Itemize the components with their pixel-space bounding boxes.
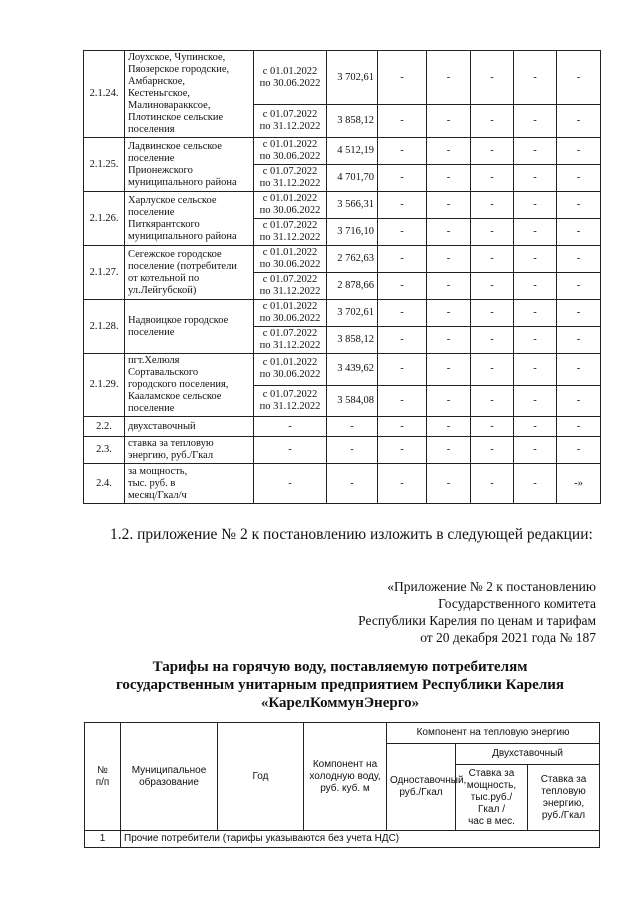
period-to: по 31.12.2022 [259,400,321,412]
period-from: с 01.07.2022 [262,220,318,231]
period-to: по 30.06.2022 [259,259,321,270]
empty-value: - [557,105,601,138]
tariff-value: 3 858,12 [327,105,378,138]
table-row [84,246,601,273]
cell-line: поселения [128,124,175,135]
empty-value: - [427,327,471,354]
empty-value: - [378,219,427,246]
period-to: по 31.12.2022 [259,286,321,297]
document-title [84,658,596,712]
period-cell [254,246,327,273]
cell-line: за мощность, [128,465,188,477]
empty-value: - [557,138,601,165]
table-row [84,138,601,165]
empty-value: - [254,417,327,437]
empty-value: - [378,354,427,386]
period-cell [254,327,327,354]
cell-line: ставка за тепловую [128,438,214,449]
tariff-value: 4 512,19 [327,138,378,165]
cell-line: Прионежского [128,164,193,176]
empty-value: - [427,51,471,105]
appendix-line: «Приложение № 2 к постановлению [387,579,596,594]
empty-value: - [514,464,557,504]
cell-line: Пяозерское городские, [128,64,230,75]
empty-value: - [471,105,514,138]
cell-line: двухставочный [128,420,196,432]
empty-value: - [471,51,514,105]
period-cell [254,385,327,417]
empty-value: - [514,138,557,165]
appendix-line: от 20 декабря 2021 года № 187 [420,630,596,645]
cell-line: Малиноваракксое, [128,100,211,111]
period-from: с 01.01.2022 [262,193,318,204]
cell-line: тыс. руб. в [128,477,176,489]
row-number: 2.1.29. [84,354,125,417]
empty-value: - [427,437,471,464]
period-from: с 01.07.2022 [262,388,318,400]
empty-value: - [557,273,601,300]
table-row [84,300,601,327]
period-cell [254,219,327,246]
cell-line: Амбарнское, [128,76,185,87]
cell-line: пгт.Хелюля [128,355,180,366]
hot-water-tariff-table [84,722,600,848]
empty-value: - [427,192,471,219]
period-to: по 31.12.2022 [259,232,321,243]
cell-line: муниципального района [128,230,237,242]
period-from: с 01.01.2022 [262,247,318,258]
empty-value: -» [557,464,601,504]
empty-value: - [514,300,557,327]
empty-value: - [427,354,471,386]
period-to: по 30.06.2022 [259,313,321,324]
empty-value: - [327,417,378,437]
cell-line: Питкярантского [128,218,200,230]
municipality-cell [125,51,254,138]
row-number: 2.1.27. [84,246,125,300]
empty-value: - [514,165,557,192]
empty-value: - [471,437,514,464]
empty-value: - [514,105,557,138]
row-label [125,464,254,504]
empty-value: - [514,246,557,273]
cell-line: поселение [128,326,175,338]
empty-value: - [378,51,427,105]
title-line: государственным унитарным предприятием Республики Карелия [115,677,565,693]
empty-value: - [471,219,514,246]
tariff-value: 4 701,70 [327,165,378,192]
cell-line: Ладвинское сельское [128,140,222,152]
period-cell [254,105,327,138]
empty-value: - [427,219,471,246]
tariff-value: 2 762,63 [327,246,378,273]
period-to: по 31.12.2022 [259,340,321,351]
cell-line: Сортавальского [128,367,199,378]
row-number: 1 [85,831,121,848]
empty-value: - [471,165,514,192]
empty-value: - [514,273,557,300]
header-municipality: Муниципальное образование [121,723,218,831]
amendment-text: 1.2. приложение № 2 к постановлению изложить в следующей редакции: [110,526,593,543]
period-from: с 01.07.2022 [262,274,318,285]
cell-line: ул.Лейгубской) [128,284,197,296]
empty-value: - [471,417,514,437]
empty-value: - [514,417,557,437]
municipality-cell [125,354,254,417]
empty-value: - [378,165,427,192]
period-to: по 30.06.2022 [259,151,321,162]
empty-value: - [557,192,601,219]
tariff-table [83,50,601,504]
tariff-value: 3 439,62 [327,354,378,386]
title-line: Тарифы на горячую воду, поставляемую потребителям [152,659,528,675]
row-number: 2.1.28. [84,300,125,354]
appendix-line: Государственного комитета [438,596,596,611]
appendix-reference [276,578,596,646]
row-number: 2.2. [84,417,125,437]
tariff-value: 3 716,10 [327,219,378,246]
header-number: № п/п [85,723,121,831]
title-line: «КарелКоммунЭнерго» [260,695,420,711]
empty-value: - [471,354,514,386]
period-cell [254,273,327,300]
period-cell [254,138,327,165]
empty-value: - [427,165,471,192]
tariff-value: 2 878,66 [327,273,378,300]
empty-value: - [557,385,601,417]
cell-line: Плотинское сельские [128,112,224,123]
cell-line: Кестеньгское, [128,88,191,99]
period-to: по 30.06.2022 [259,369,321,381]
table-row [84,437,601,464]
cell-line: Надвоицкое городское [128,314,229,326]
row-number: 2.3. [84,437,125,464]
row-label [125,417,254,437]
empty-value: - [514,385,557,417]
empty-value: - [427,138,471,165]
row-label [125,437,254,464]
cell-line: поселение (потребители [128,260,237,272]
period-to: по 31.12.2022 [259,178,321,189]
row-number: 2.1.25. [84,138,125,192]
empty-value: - [427,417,471,437]
empty-value: - [471,273,514,300]
empty-value: - [378,192,427,219]
empty-value: - [427,300,471,327]
row-number: 2.1.24. [84,51,125,138]
row-number: 2.4. [84,464,125,504]
empty-value: - [557,437,601,464]
cell-line: муниципального района [128,176,237,188]
empty-value: - [557,219,601,246]
cell-line: поселение [128,403,175,414]
cell-line: поселение [128,152,175,164]
tariff-value: 3 584,08 [327,385,378,417]
header-one-part: Одноставочный, руб./Гкал [387,744,456,831]
empty-value: - [378,246,427,273]
empty-value: - [378,138,427,165]
period-to: по 30.06.2022 [259,205,321,216]
empty-value: - [427,273,471,300]
empty-value: - [378,273,427,300]
empty-value: - [557,417,601,437]
empty-value: - [427,105,471,138]
empty-value: - [557,354,601,386]
period-from: с 01.07.2022 [262,109,318,121]
period-cell [254,192,327,219]
empty-value: - [514,327,557,354]
cell-line: Харлуское сельское [128,194,217,206]
table-row [84,51,601,105]
empty-value: - [471,300,514,327]
period-from: с 01.01.2022 [262,357,318,369]
cell-line: Лоухское, Чупинское, [128,52,226,63]
table-row [84,354,601,386]
empty-value: - [378,327,427,354]
empty-value: - [514,192,557,219]
empty-value: - [378,437,427,464]
municipality-cell [125,300,254,354]
empty-value: - [254,464,327,504]
empty-value: - [471,138,514,165]
period-to: по 31.12.2022 [259,121,321,133]
period-cell [254,51,327,105]
period-from: с 01.01.2022 [262,139,318,150]
amendment-paragraph [84,524,596,546]
period-cell [254,354,327,386]
empty-value: - [378,417,427,437]
empty-value: - [514,51,557,105]
empty-value: - [471,246,514,273]
header-two-part: Двухставочный [456,744,600,765]
row-number: 2.1.26. [84,192,125,246]
empty-value: - [471,327,514,354]
tariff-value: 3 858,12 [327,327,378,354]
empty-value: - [378,464,427,504]
empty-value: - [427,246,471,273]
header-year: Год [218,723,304,831]
cell-line: Сегежское городское [128,248,222,260]
tariff-value: 3 702,61 [327,300,378,327]
period-from: с 01.07.2022 [262,166,318,177]
municipality-cell [125,138,254,192]
empty-value: - [557,51,601,105]
empty-value: - [254,437,327,464]
cell-line: от котельной по [128,272,200,284]
empty-value: - [471,385,514,417]
row-consumers: Прочие потребители (тарифы указываются без учета НДС) [121,831,600,848]
table-row [84,192,601,219]
cell-line: Кааламское сельское [128,391,222,402]
empty-value: - [514,219,557,246]
empty-value: - [327,437,378,464]
empty-value: - [427,385,471,417]
tariff-value: 3 702,61 [327,51,378,105]
empty-value: - [378,105,427,138]
period-from: с 01.07.2022 [262,328,318,339]
empty-value: - [514,354,557,386]
empty-value: - [471,464,514,504]
municipality-cell [125,192,254,246]
period-cell [254,165,327,192]
tariff-value: 3 566,31 [327,192,378,219]
cell-line: городского поселения, [128,379,229,390]
empty-value: - [557,165,601,192]
period-from: с 01.01.2022 [262,301,318,312]
appendix-line: Республики Карелия по ценам и тарифам [358,613,596,628]
cell-line: месяц/Гкал/ч [128,489,187,501]
empty-value: - [557,327,601,354]
empty-value: - [557,300,601,327]
table-row [84,417,601,437]
empty-value: - [378,385,427,417]
municipality-cell [125,246,254,300]
header-thermal-component: Компонент на тепловую энергию [387,723,600,744]
empty-value: - [427,464,471,504]
header-capacity-rate: Ставка за мощность, тыс.руб./ Гкал / час в мес. [456,765,528,831]
empty-value: - [327,464,378,504]
empty-value: - [557,246,601,273]
header-cold-water: Компонент на холодную воду, руб. куб. м [304,723,387,831]
empty-value: - [514,437,557,464]
empty-value: - [378,300,427,327]
period-cell [254,300,327,327]
period-from: с 01.01.2022 [262,65,318,77]
header-energy-rate: Ставка за тепловую энергию, руб./Гкал [528,765,600,831]
cell-line: энергию, руб./Гкал [128,450,214,461]
period-to: по 30.06.2022 [259,77,321,89]
empty-value: - [471,192,514,219]
cell-line: поселение [128,206,175,218]
table-row [84,464,601,504]
